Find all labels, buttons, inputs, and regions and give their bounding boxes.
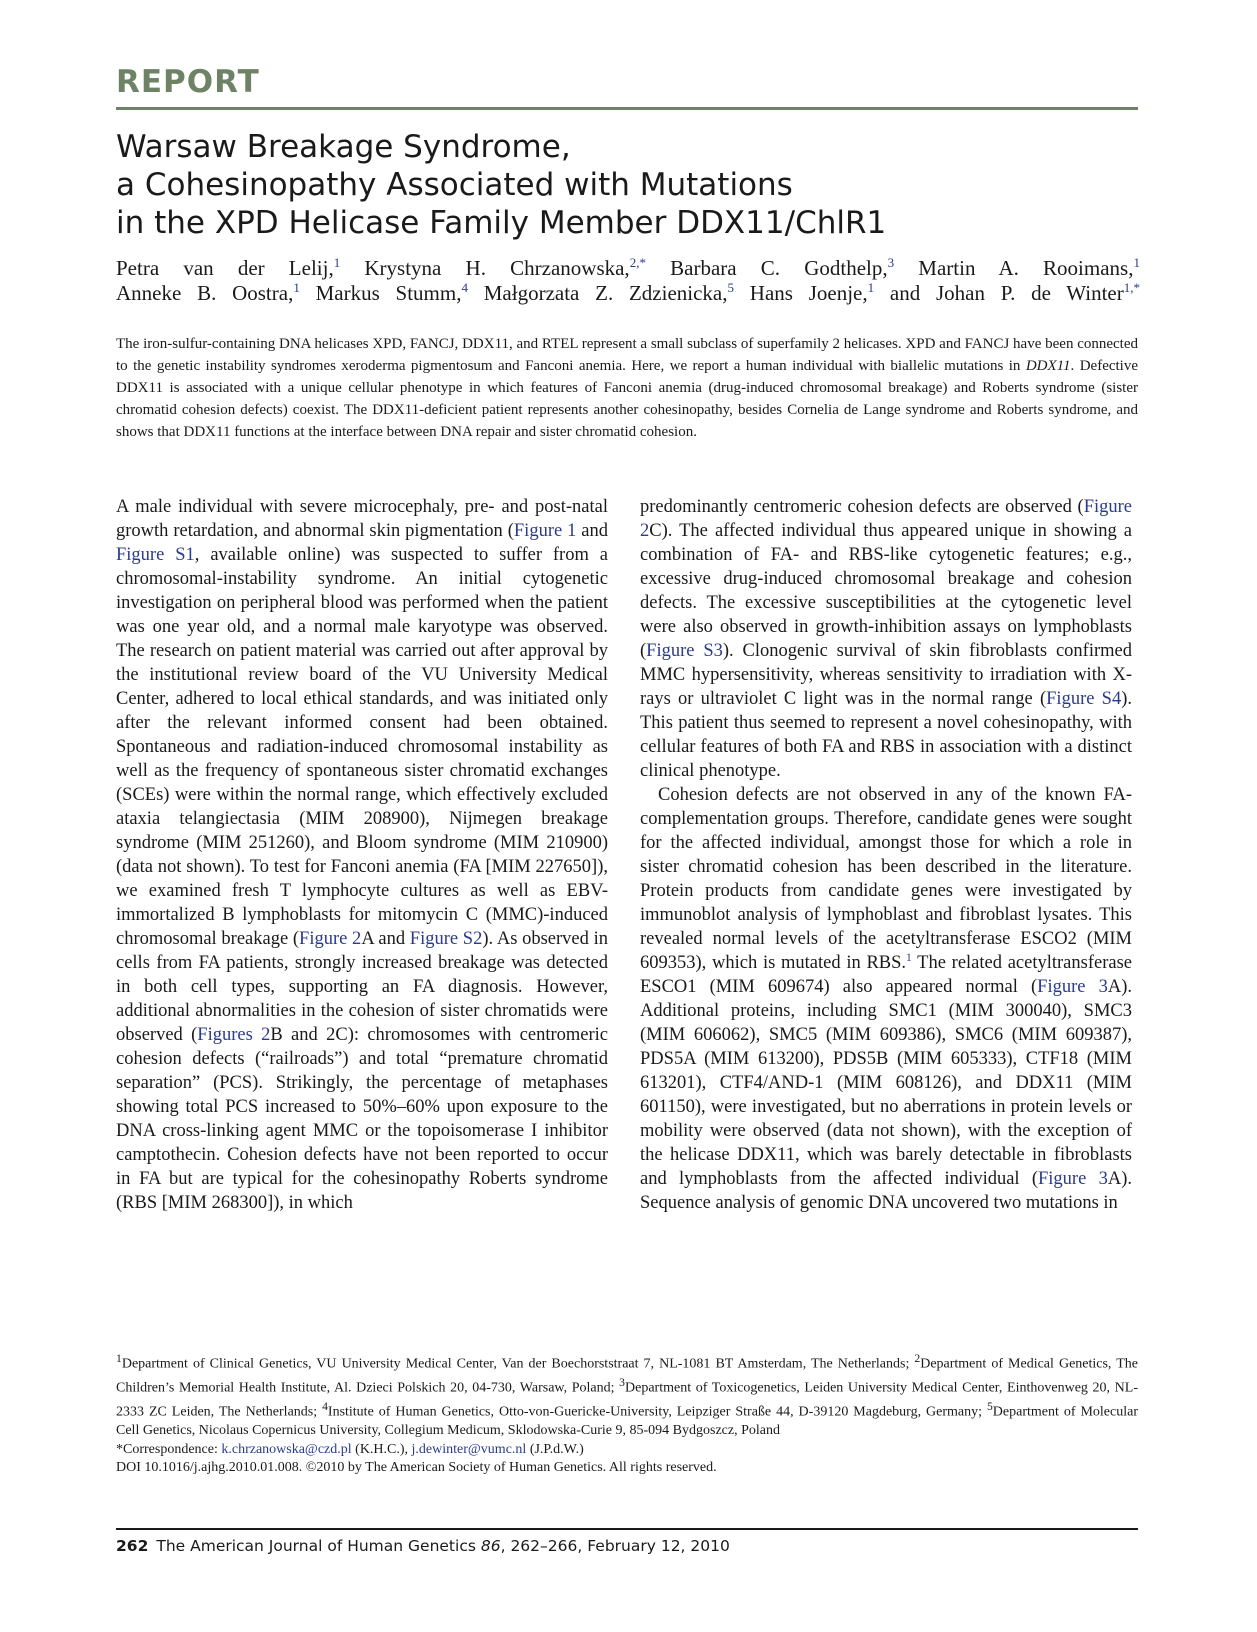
author-name: Petra van der Lelij,: [116, 256, 334, 280]
abstract-text: The iron-sulfur-containing DNA helicases XPD, FANCJ, DDX11, and RTEL represent a small subclass of superfamily 2 helicases. XPD and FANCJ have been connected to the genetic instability syndromes xeroderma pigmentosum and Fanconi anemia. Here, we report a human individual with biallelic mutations in: [116, 336, 1138, 374]
affiliation-number: 4: [322, 1400, 328, 1414]
author-list: [116, 256, 1140, 306]
affiliation-marker: 4: [461, 280, 468, 295]
author-name: Hans Joenje,: [749, 281, 868, 305]
affiliation-marker: 1,*: [1123, 280, 1141, 295]
body-text: and: [576, 521, 609, 541]
affiliation-text: Department of Clinical Genetics, VU University Medical Center, Van der Boechorststraat 7, NL-1081 BT Amsterdam, The Netherlands;: [121, 1356, 915, 1372]
body-text: , available online) was suspected to suffer from a chromosomal-instability syndrome. An initial cytogenetic investigation on peripheral blood was performed when the patient was one year old, and a normal male karyotype was observed. The research on patient material was carried out after approval by the institutional review board of the VU University Medical Center, adhered to local ethical standards, and was initiated only after the relevant informed consent had been obtained. Spontaneous and radiation-induced chromosomal instability as well as the frequency of spontaneous sister chromatid exchanges (SCEs) were within the normal range, which effectively excluded ataxia telangiectasia (MIM 208900), Nijmegen breakage syndrome (MIM 251260), and Bloom syndrome (MIM 210900) (data not shown). To test for Fanconi anemia (FA [MIM 227650]), we examined fresh T lymphocyte cultures as well as EBV-immortalized B lymphoblasts for mitomycin C (MMC)-induced chromosomal breakage (: [116, 545, 608, 949]
body-text: B and 2C): chromosomes with centromeric cohesion defects (“railroads”) and total “premature chromatid separation” (PCS). Strikingly, the percentage of metaphases showing total PCS increased to 50%–60% upon exposure to the DNA cross-linking agent MMC or the topoisomerase I inhibitor camptothecin. Cohesion defects have not been reported to occur in FA but are typical for the cohesinopathy Roberts syndrome (RBS [MIM 268300]), in which: [116, 1025, 608, 1213]
footnotes: [116, 1350, 1138, 1477]
affiliations: [116, 1350, 1138, 1441]
body-text: Cohesion defects are not observed in any of the known FA-complementation groups. Therefore, candidate genes were sought for the affected individual, amongst those for which a role in sister chromatid cohesion has been described in the literature. Protein products from candidate genes were investigated by immunoblot analysis of lymphoblast and fibroblast lysates. This revealed normal levels of the acetyltransferase ESCO2 (MIM 609353), which is mutated in RBS.: [640, 785, 1132, 973]
affiliation-number: 5: [986, 1400, 993, 1414]
title-line: Warsaw Breakage Syndrome,: [116, 129, 571, 165]
section-label: REPORT: [116, 64, 260, 100]
article-title: [116, 128, 1116, 242]
figure-link[interactable]: Figure 2: [640, 497, 1132, 541]
journal-citation: , 262–266, February 12, 2010: [500, 1537, 730, 1555]
figure-link[interactable]: Figure S2: [409, 929, 483, 949]
body-column-right: [640, 495, 1132, 1215]
affiliation-marker: 2,*: [629, 255, 646, 270]
correspondence: [116, 1441, 1138, 1459]
body-text: A male individual with severe microcephaly, pre- and post-natal growth retardation, and abnormal skin pigmentation (: [116, 497, 608, 541]
reference-link[interactable]: 1: [906, 951, 912, 964]
affiliation-text: Department of Medical Genetics, The Children’s Memorial Health Institute, Al. Dzieci Polskich 20, 04-730, Warsaw, Poland;: [116, 1356, 1138, 1396]
affiliation-marker: 1: [867, 280, 875, 295]
author-name: Anneke B. Oostra,: [116, 281, 294, 305]
body-text: A and: [361, 929, 410, 949]
author-name: Małgorzata Z. Zdzienicka,: [483, 281, 728, 305]
title-line: a Cohesinopathy Associated with Mutations: [116, 167, 793, 203]
affiliation-text: Institute of Human Genetics, Otto-von-Guericke-University, Leipziger Straße 44, D-39120 Magdeburg, Germany;: [327, 1404, 987, 1420]
correspondence-label: *Correspondence:: [116, 1441, 222, 1457]
body-paragraph: [116, 495, 608, 1215]
figure-link[interactable]: Figure S4: [1046, 689, 1122, 709]
page-footer: [116, 1537, 730, 1555]
figure-link[interactable]: Figure S3: [646, 641, 723, 661]
body-text: The related acetyltransferase ESCO1 (MIM 609674) also appeared normal (: [640, 953, 1132, 997]
email-link[interactable]: j.dewinter@vumc.nl: [411, 1441, 527, 1457]
correspondence-initials: (J.P.d.W.): [526, 1441, 584, 1457]
body-text: ). Clonogenic survival of skin fibroblasts confirmed MMC hypersensitivity, whereas sensitivity to irradiation with X-rays or ultraviolet C light was in the normal range (: [640, 641, 1132, 709]
author-name: Barbara C. Godthelp,: [670, 256, 888, 280]
affiliation-text: Department of Toxicogenetics, Leiden University Medical Center, Einthovenweg 20, NL-2333 ZC Leiden, The Netherlands;: [116, 1380, 1138, 1420]
author-line: [116, 256, 1140, 281]
figure-link[interactable]: Figure 3: [1038, 1169, 1108, 1189]
affiliation-number: 2: [914, 1352, 921, 1365]
body-text: predominantly centromeric cohesion defects are observed (: [640, 497, 1084, 517]
body-column-left: [116, 495, 608, 1215]
affiliation-marker: 1: [1133, 255, 1140, 270]
body-text: C). The affected individual thus appeared unique in showing a combination of FA- and RBS-like cytogenetic features; e.g., excessive drug-induced chromosomal breakage and cohesion defects. The excessive susceptibilities at the cytogenetic level were also observed in growth-inhibition assays on lymphoblasts (: [640, 521, 1132, 661]
correspondence-initials: (K.H.C.),: [351, 1441, 412, 1457]
affiliation-marker: 1: [333, 255, 341, 270]
author-line: [116, 281, 1140, 306]
journal-volume: 86: [480, 1537, 501, 1555]
author-name: Krystyna H. Chrzanowska,: [364, 256, 630, 280]
body-text: ). As observed in cells from FA patients, strongly increased breakage was detected in both cell types, supporting an FA diagnosis. However, additional abnormalities in the cohesion of sister chromatids were observed (: [116, 929, 608, 1045]
affiliation-marker: 1: [293, 280, 300, 295]
body-text: ). This patient thus seemed to represent a novel cohesinopathy, with cellular features of both FA and RBS in association with a distinct clinical phenotype.: [640, 689, 1132, 781]
email-link[interactable]: k.chrzanowska@czd.pl: [221, 1441, 352, 1457]
journal-name: The American Journal of Human Genetics: [156, 1537, 481, 1555]
figure-link[interactable]: Figure S1: [116, 545, 195, 565]
abstract: [116, 333, 1138, 443]
body-text: A). Additional proteins, including SMC1 (MIM 300040), SMC3 (MIM 606062), SMC5 (MIM 609386), SMC6 (MIM 609387), PDS5A (MIM 613200), PDS5B (MIM 605333), CTF18 (MIM 613201), CTF4/AND-1 (MIM 608126), and DDX11 (MIM 601150), were investigated, but no aberrations in protein levels or mobility were observed (data not shown), with the exception of the helicase DDX11, which was barely detectable in fibroblasts and lymphoblasts from the affected individual (: [640, 977, 1132, 1189]
body-text: A). Sequence analysis of genomic DNA uncovered two mutations in: [640, 1169, 1132, 1213]
figure-link[interactable]: Figure 2: [299, 929, 362, 949]
body-paragraph: [640, 783, 1132, 1215]
affiliation-marker: 3: [887, 255, 895, 270]
affiliation-marker: 5: [727, 280, 735, 295]
affiliation-number: 3: [619, 1376, 625, 1390]
author-name: and Johan P. de Winter: [889, 281, 1124, 305]
figure-link[interactable]: Figure 1: [513, 521, 577, 541]
body-paragraph: [640, 495, 1132, 783]
author-name: Markus Stumm,: [315, 281, 462, 305]
author-name: Martin A. Rooimans,: [918, 256, 1134, 280]
affiliation-text: Department of Molecular Cell Genetics, Nicolaus Copernicus University, Collegium Medicum, Sklodowska-Curie 9, 85-094 Bydgoszcz, Poland: [116, 1404, 1138, 1439]
gene-name: DDX11: [1025, 358, 1071, 374]
doi-line: DOI 10.1016/j.ajhg.2010.01.008. ©2010 by The American Society of Human Genetics. All rights reserved.: [116, 1460, 717, 1475]
footer-rule: [116, 1528, 1138, 1530]
figure-link[interactable]: Figure 3: [1037, 977, 1108, 997]
figure-link[interactable]: Figures 2: [197, 1025, 271, 1045]
title-line: in the XPD Helicase Family Member DDX11/ChlR1: [116, 205, 887, 241]
affiliation-number: 1: [116, 1352, 122, 1365]
page-number: 262: [116, 1537, 149, 1555]
header-rule: [116, 107, 1138, 110]
abstract-text: . Defective DDX11 is associated with a unique cellular phenotype in which features of Fanconi anemia (drug-induced chromosomal breakage) and Roberts syndrome (sister chromatid cohesion defects) coexist. The DDX11-deficient patient represents another cohesinopathy, besides Cornelia de Lange syndrome and Roberts syndrome, and shows that DDX11 functions at the interface between DNA repair and sister chromatid cohesion.: [116, 358, 1139, 440]
